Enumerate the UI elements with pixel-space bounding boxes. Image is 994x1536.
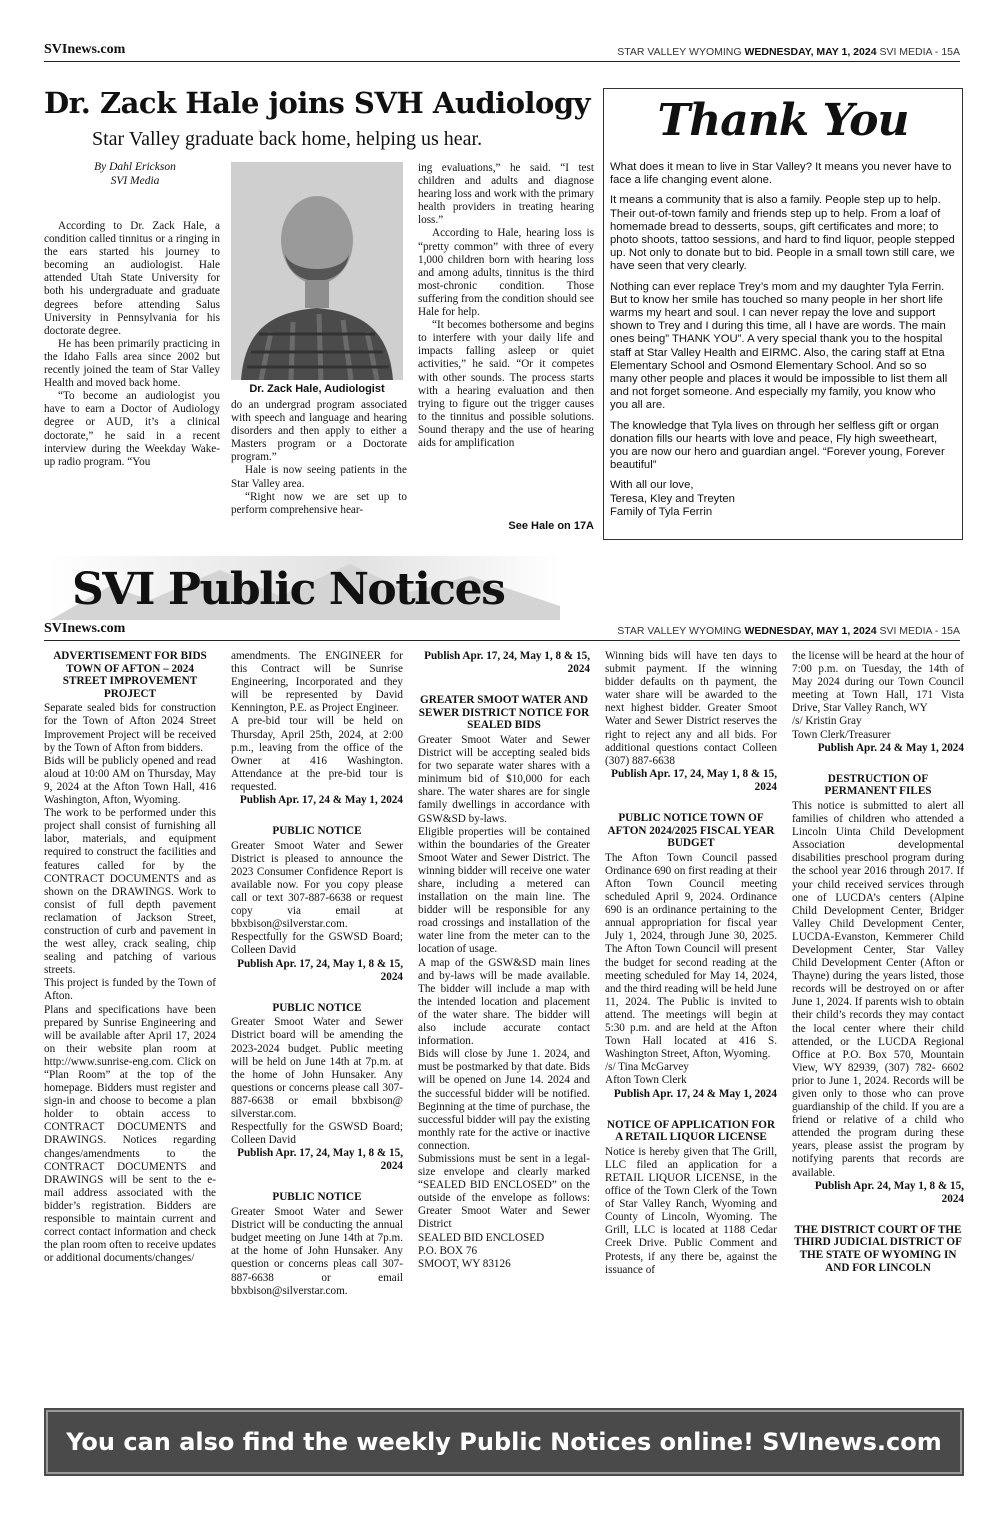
notice-column-4: Winning bids will have ten days to submit payment. If the winning bidder defaults on th payment, the water share will be awarded to the next highest bidder. Greater Smoot Water and Sewer District reserves the right to reject any and all bids. For additional questions contact Colleen (307) 887-6638 Publish Apr. 17, 24, May 1, 8 & 15, 2024 PUBLIC NOTICE TOWN OF AFTON 2024/2025 FISCAL YEAR BUDGET The Afton Town Council passed Ordinance 690 on first reading at their Afton Town Council meeting scheduled April 9, 2024. Ordinance 690 is an ordinance pertaining to the annual appropriation for fiscal year July 1, 2024, through June 30, 2025. The Afton Town Council will present the budget for second reading at the meeting scheduled for May 14, 2024, and the third reading will be held June 11, 2024. The Public is invited to attend. The meetings will begin at 5:30 p.m. and are held at the Afton Town Hall located at 416 S. Washington Street, Afton, Wyoming. /s/ Tina McGarvey Afton Town Clerk Publish Apr. 17, 24 & May 1, 2024 NOTICE OF APPLICATION FOR A RETAIL LIQUOR LICENSE Notice is hereby given that The Grill, LLC filed an application for a RETAIL LIQUOR LICENSE, in the office of the Town Clerk of the Town of Star Valley Ranch, Wyoming and County of Lincoln, Wyoming. The Grill, LLC is located at 1188 Cedar Creek Drive. Public Comment and Protests, if any there be, against the issuance of <box>605 650 777 1276</box>
notice-title: PUBLIC NOTICE <box>272 1191 362 1204</box>
notice-column-1: ADVERTISEMENT FOR BIDS TOWN OF AFTON – 2024 STREET IMPROVEMENT PROJECT Separate sealed bids for construction for the Town of Afton 2024 Street Improvement Project will be received by the Town of Afton from bidders. Bids will be publicly opened and read aloud at 10:00 AM on Thursday, May 9, 2024 at the Afton Town Hall, 416 Washington, Afton, Wyoming. The work to be performed under this project shall consist of furnishing all labor, materials, and equipment required to construct the facilities and features called for by the CONTRACT DOCUMENTS and as shown on the DRAWINGS. Work to consist of full depth pavement reclamation of Jackson Street, construction of curb and pavement in the west alley, crack sealing, chip sealing and patching of various streets. This project is funded by the Town of Afton. Plans and specifications have been prepared by Sunrise Engineering and will be available after April 17, 2024 on their website plan room at http://www.sunrise-eng.com. Click on “Plan Room” at the top of the homepage. Bidders must register and sign-in and choose to become a plan holder to obtain access to CONTRACT DOCUMENTS and DRAWINGS. Notices regarding changes/amendments to the CONTRACT DOCUMENTS and DRAWINGS will be sent to the e-mail address associated with the bidder’s registration. Bidders are responsible to maintain current and correct contact information and check the plan room often to receive updates or additional documents/changes/ <box>44 650 216 1265</box>
article-deck: Star Valley graduate back home, helping us hear. <box>92 128 483 150</box>
publish-dates: Publish Apr. 17, 24, May 1, 8 & 15, 2024 <box>611 767 777 793</box>
jump-link[interactable]: See Hale on 17A <box>508 520 594 532</box>
notice-title: DESTRUCTION OF PERMANENT FILES <box>824 772 932 798</box>
notice-title: PUBLIC NOTICE <box>272 1001 362 1014</box>
notice-title: ADVERTISEMENT FOR BIDS TOWN OF AFTON – 2024 STREET IMPROVEMENT PROJECT <box>53 650 207 700</box>
doctor-photo <box>231 162 403 380</box>
article-column-1: According to Dr. Zack Hale, a condition called tinnitus or a ringing in the ears started his journey to becoming an audiologist. Hale attended Utah State University for both his undergraduate and graduate degrees before attending Salus University in Pennsylvania for his doctorate degree. He has been primarily practicing in the Idaho Falls area since 2002 but recently joined the team of Star Valley Health and moved back home. “To become an audiologist you have to earn a Doctor of Audiology degree or AUD, it’s a clinical doctorate,” he said in a recent interview during the Weekday Wake-up radio program. “You <box>44 220 220 468</box>
notice-column-3: Publish Apr. 17, 24, May 1, 8 & 15, 2024 GREATER SMOOT WATER AND SEWER DISTRICT NOTICE FOR SEALED BIDS Greater Smoot Water and Sewer District will be accepting sealed bids for two separate water shares with a minimum bid of $10,000 for each share. The water shares are for single family dwellings in accordance with GSW&SD by-laws. Eligible properties will be contained within the boundaries of the Greater Smoot Water and Sewer District. The winning bidder will receive one water share, including a metered can installation on the main line. The bidder will be responsible for any road crossings and installation of the water line from the meter can to the location of usage. A map of the GSW&SD main lines and by-laws will be made available. The bidder will include a map with the intended location and placement of the water share. The bidder will also include accurate contact information. Bids will close by June 1. 2024, and must be postmarked by that date. Bids will be opened on June 14. 2024 and the successful bidder will be notified. Beginning at the time of purchase, the successful bidder will pay the existing monthly rate for the active or inactive connection. Submissions must be sent in a legal-size envelope and clearly marked “SEALED BID ENCLOSED” on the outside of the envelope as follows: Greater Smoot Water and Sewer District SEALED BID ENCLOSED P.O. BOX 76 SMOOT, WY 83126 <box>418 650 590 1270</box>
section-header <box>44 621 960 641</box>
byline-name: By Dahl Erickson <box>94 161 176 173</box>
site-name-2[interactable]: SVInews.com <box>44 621 126 636</box>
online-notices-banner[interactable]: You can also find the weekly Public Notices online! SVInews.com <box>46 1410 962 1474</box>
site-name[interactable]: SVInews.com <box>44 42 126 57</box>
dateline-2: STAR VALLEY WYOMING WEDNESDAY, MAY 1, 2024 SVI MEDIA - 15A <box>617 625 960 637</box>
notice-column-5: the license will be heard at the hour of 7:00 p.m. on Tuesday, the 14th of May 2024 during our Town Council meeting at Town Hall, 171 Vista Drive, Star Valley Ranch, WY /s/ Kristin Gray Town Clerk/Treasurer Publish Apr. 24 & May 1, 2024 DESTRUCTION OF PERMANENT FILES This notice is submitted to alert all families of children who attended a Lincoln Uinta Child Development Association developmental disabilities preschool program during the school year 2016 through 2017. If your child received services through one of LUCDA’s centers (Alpine Child Development Center, Bridger Valley Child Development Center, LUCDA-Evanston, Kemmerer Child Development Center, Star Valley Child Development Center (Afton or Thayne) during the years listed, those records will be destroyed on or after June 1, 2024. If parents wish to obtain their child’s records they may contact the local center where their child attended, or the LUCDA Regional Office at P.O. Box 570, Mountain View, WY 82939, (307) 782- 6602 prior to June 1, 2024. Records will be given only to those who can prove guardianship of the child. If you are a friend or relative of a child who attended the program during these years, please assist the program by notifying parents that records are available. Publish Apr. 24, May 1, 8 & 15, 2024 THE DISTRICT COURT OF THE THIRD JUDICIAL DISTRICT OF THE STATE OF WYOMING IN AND FOR LINCOLN <box>792 650 964 1274</box>
notice-title: GREATER SMOOT WATER AND SEWER DISTRICT NOTICE FOR SEALED BIDS <box>418 694 590 732</box>
publish-dates: Publish Apr. 17, 24 & May 1, 2024 <box>239 794 403 807</box>
notice-title: NOTICE OF APPLICATION FOR A RETAIL LIQUOR LICENSE <box>606 1118 776 1144</box>
notice-title: PUBLIC NOTICE TOWN OF AFTON 2024/2025 FISCAL YEAR BUDGET <box>607 812 775 850</box>
dateline: STAR VALLEY WYOMING WEDNESDAY, MAY 1, 2024 SVI MEDIA - 15A <box>617 46 960 58</box>
page-header <box>44 42 960 62</box>
person-portrait-icon <box>231 162 403 380</box>
article-headline: Dr. Zack Hale joins SVH Audiology <box>44 86 591 120</box>
thank-you-ad <box>603 88 963 540</box>
publish-dates: Publish Apr. 17, 24, May 1, 8 & 15, 2024 <box>237 1147 403 1173</box>
publish-dates: Publish Apr. 17, 24, May 1, 8 & 15, 2024 <box>237 957 403 983</box>
notice-column-2: amendments. The ENGINEER for this Contract will be Sunrise Engineering, Incorporated and they will be represented by David Kennington, P.E. as Project Engineer. A pre-bid tour will be held on Thursday, April 25th, 2024, at 2:00 p.m., leaving from the office of the Owner at 416 Washington. Attendance at the pre-bid tour is requested. Publish Apr. 17, 24 & May 1, 2024 PUBLIC NOTICE Greater Smoot Water and Sewer District is pleased to announce the 2023 Consumer Confidence Report is available now. For you copy please call or text 307-887-6638 or request copy via email at bbxbison@silverstar.com. Respectfully for the GSWSD Board; Colleen David Publish Apr. 17, 24, May 1, 8 & 15, 2024 PUBLIC NOTICE Greater Smoot Water and Sewer District board will be amending the 2023-2024 budget. Public meeting will be held on June 14th at 7p.m. at the home of John Hunsaker. Any questions or concerns please call 307-887-6638 or email bbxbison@ silverstar.com. Respectfully for the GSWSD Board; Colleen David Publish Apr. 17, 24, May 1, 8 & 15, 2024 PUBLIC NOTICE Greater Smoot Water and Sewer District will be conducting the annual budget meeting on June 14th at 7p.m. at the home of John Hunsaker. Any question or concerns pleas call 307-887-6638 or email bbxbison@silverstar.com. <box>231 650 403 1297</box>
publish-dates: Publish Apr. 17, 24 & May 1, 2024 <box>613 1087 777 1100</box>
publish-dates: Publish Apr. 17, 24, May 1, 8 & 15, 2024 <box>424 650 590 676</box>
thank-you-title: Thank You <box>657 95 909 146</box>
article-column-2: do an undergrad program associated with speech and language and hearing disorders and then apply to either a Masters program or a Doctorate program.” Hale is now seeing patients in the Star Valley area. “Right now we are set up to perform comprehensive hear- <box>231 399 407 516</box>
photo-caption: Dr. Zack Hale, Audiologist <box>249 383 385 395</box>
notice-title: PUBLIC NOTICE <box>272 825 362 838</box>
public-notices-title: SVI Public Notices <box>72 564 505 615</box>
thank-you-body: What does it mean to live in Star Valley? It means you never have to face a life changing event alone. It means a community that is also a family. People step up to help. Their out-of-town family and friends step up to help. From a loaf of homemade bread to desserts, soups, gift certificates and more; to photo shoots, tattoo sessions, and hard to find liquor, people stepped up. Not only to donate but to bid. People in a small town still care, we have seen that very clearly. Nothing can ever replace Trey’s mom and my daughter Tyla Ferrin. But to know her smile has touched so many people in her short life warms my heart and soul. I can never repay the love and support shown to Trey and I during this time, all I have are words. The main ones being” THANK YOU”. A very special thank you to the hospital staff at Star Valley Health and EIRMC. Also, the caring staff at Etna Elementary School and Osmond Elementary School. And so so many other people and places it would be impossible to list them all and not forget someone. And especially my family, you know who you all are. The knowledge that Tyla lives on through her selfless gift or organ donation fills our hearts with love and peace, Fly high sweetheart, you are now our hero and guardian angel. “Forever young, Forever beautiful” With all our love, Teresa, Kley and Treyten Family of Tyla Ferrin <box>610 161 955 518</box>
article-column-3: ing evaluations,” he said. “I test children and adults and diagnose hearing loss and work with the primary health providers in treating hearing loss.” According to Hale, hearing loss is “pretty common” with three of every 1,000 children born with hearing loss and among adults, tinnitus is the third most-chronic condition. Those suffering from the condition should see Hale for help. “It becomes bothersome and begins to interfere with your daily life and impacts falling asleep or quiet activities,” he said. “Or it competes with other sounds. The process starts with a hearing evaluation and then trying to figure out the trigger causes to the tinnitus and possible solutions. Sound therapy and the use of hearing aids for amplification <box>418 162 594 449</box>
publish-dates: Publish Apr. 24, May 1, 8 & 15, 2024 <box>814 1179 964 1205</box>
byline-org: SVI Media <box>110 175 160 187</box>
byline <box>44 160 226 188</box>
publish-dates: Publish Apr. 24 & May 1, 2024 <box>817 741 964 754</box>
notice-title: THE DISTRICT COURT OF THE THIRD JUDICIAL DISTRICT OF THE STATE OF WYOMING IN AND FOR LINCOLN <box>794 1223 962 1274</box>
